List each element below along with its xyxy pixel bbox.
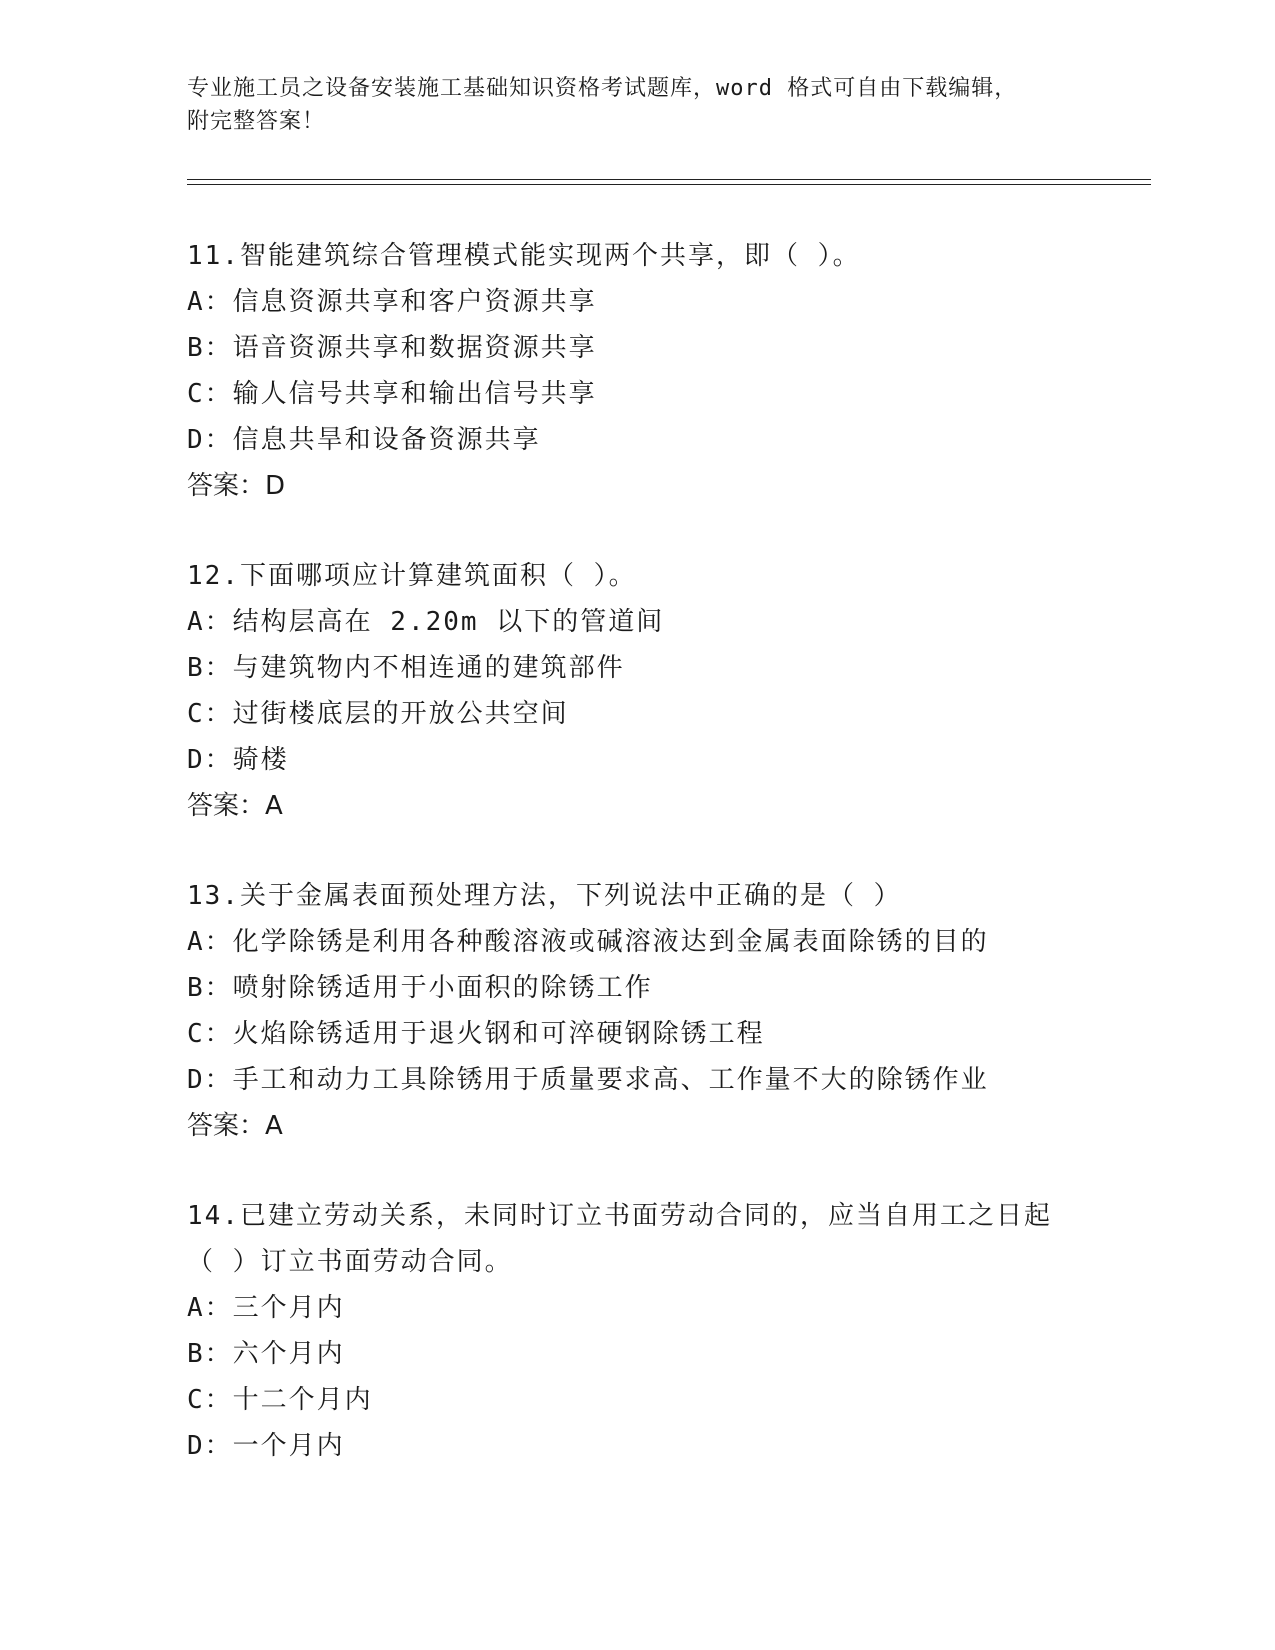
question-stem: 11.智能建筑综合管理模式能实现两个共享，即（ ）。	[187, 241, 861, 271]
option-a: A：三个月内	[187, 1293, 345, 1323]
document-header	[187, 72, 1087, 138]
option-a: A：信息资源共享和客户资源共享	[187, 287, 597, 317]
question-14	[187, 1193, 1107, 1469]
question-11	[187, 233, 1107, 509]
option-c: C：过街楼底层的开放公共空间	[187, 699, 569, 729]
option-d: D：骑楼	[187, 745, 289, 775]
option-c: C：输人信号共享和输出信号共享	[187, 379, 597, 409]
question-stem: 13.关于金属表面预处理方法，下列说法中正确的是（ ）	[187, 881, 902, 911]
option-d: D：一个月内	[187, 1431, 345, 1461]
answer: 答案：A	[187, 1111, 283, 1141]
header-divider-bottom	[187, 184, 1151, 185]
option-d: D：信息共旱和设备资源共享	[187, 425, 541, 455]
option-b: B：语音资源共享和数据资源共享	[187, 333, 597, 363]
header-line-1: 专业施工员之设备安装施工基础知识资格考试题库，word 格式可自由下载编辑，	[187, 76, 1018, 101]
answer: 答案：D	[187, 471, 286, 501]
question-stem-line-2: （ ）订立书面劳动合同。	[187, 1247, 513, 1277]
question-13	[187, 873, 1107, 1149]
question-stem-line-1: 14.已建立劳动关系，未同时订立书面劳动合同的，应当自用工之日起	[187, 1201, 1052, 1231]
header-divider-top	[187, 179, 1151, 180]
option-c: C：十二个月内	[187, 1385, 373, 1415]
option-a: A：化学除锈是利用各种酸溶液或碱溶液达到金属表面除锈的目的	[187, 927, 989, 957]
option-c: C：火焰除锈适用于退火钢和可淬硬钢除锈工程	[187, 1019, 765, 1049]
option-a: A：结构层高在 2.20m 以下的管道间	[187, 607, 665, 637]
option-b: B：喷射除锈适用于小面积的除锈工作	[187, 973, 653, 1003]
question-12	[187, 553, 1107, 829]
option-b: B：六个月内	[187, 1339, 345, 1369]
option-b: B：与建筑物内不相连通的建筑部件	[187, 653, 625, 683]
question-stem: 12.下面哪项应计算建筑面积（ ）。	[187, 561, 637, 591]
answer: 答案：A	[187, 791, 283, 821]
option-d: D：手工和动力工具除锈用于质量要求高、工作量不大的除锈作业	[187, 1065, 989, 1095]
header-line-2: 附完整答案！	[187, 109, 326, 134]
